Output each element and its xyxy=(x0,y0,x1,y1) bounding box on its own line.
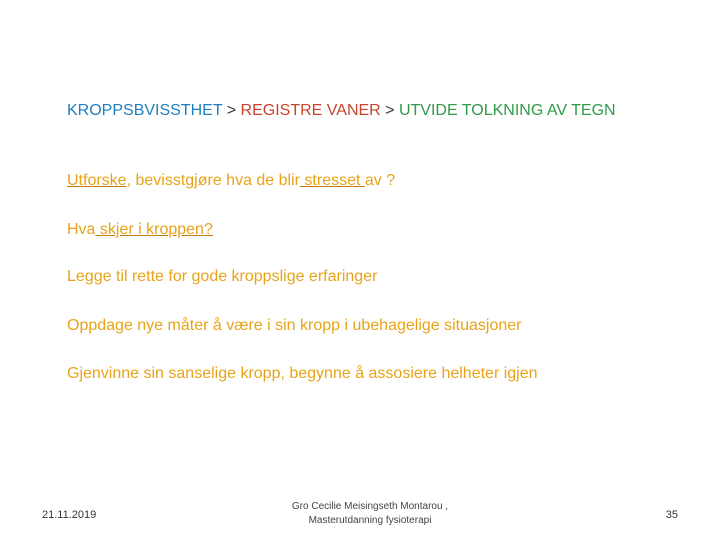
explore-word: Utforske xyxy=(67,172,127,189)
footer-author-program: Masterutdanning fysioterapi xyxy=(308,515,432,526)
heading-separator-2: > xyxy=(380,102,399,119)
bullet-regain: Gjenvinne sin sanselige kropp, begynne å assosiere helheter igjen xyxy=(67,365,538,382)
heading-part-register-habits: REGISTRE VANER xyxy=(240,102,381,119)
heading-part-expand-interpretation: UTVIDE TOLKNING AV TEGN xyxy=(398,102,616,119)
bullet-what-happens xyxy=(67,220,213,240)
explore-end: av ? xyxy=(364,172,396,189)
slide-heading xyxy=(67,100,627,122)
footer-author-name: Gro Cecilie Meisingseth Montarou , xyxy=(291,501,449,512)
what-word: Hva xyxy=(67,221,96,238)
footer-author xyxy=(230,500,510,528)
heading-separator-1: > xyxy=(222,102,241,119)
footer-date: 21.11.2019 xyxy=(42,509,97,521)
page-number: 35 xyxy=(665,509,678,521)
bullet-facilitate: Legge til rette for gode kroppslige erfaringer xyxy=(67,268,378,285)
what-happens-rest: skjer i kroppen? xyxy=(95,221,213,238)
stressed-word: stresset xyxy=(299,172,365,189)
heading-part-body-awareness: KROPPSBVISSTHET xyxy=(67,102,223,119)
bullet-discover: Oppdage nye måter å være i sin kropp i ubehagelige situasjoner xyxy=(67,317,522,334)
bullet-explore xyxy=(67,171,395,191)
explore-rest: , bevisstgjøre hva de blir xyxy=(126,172,300,189)
